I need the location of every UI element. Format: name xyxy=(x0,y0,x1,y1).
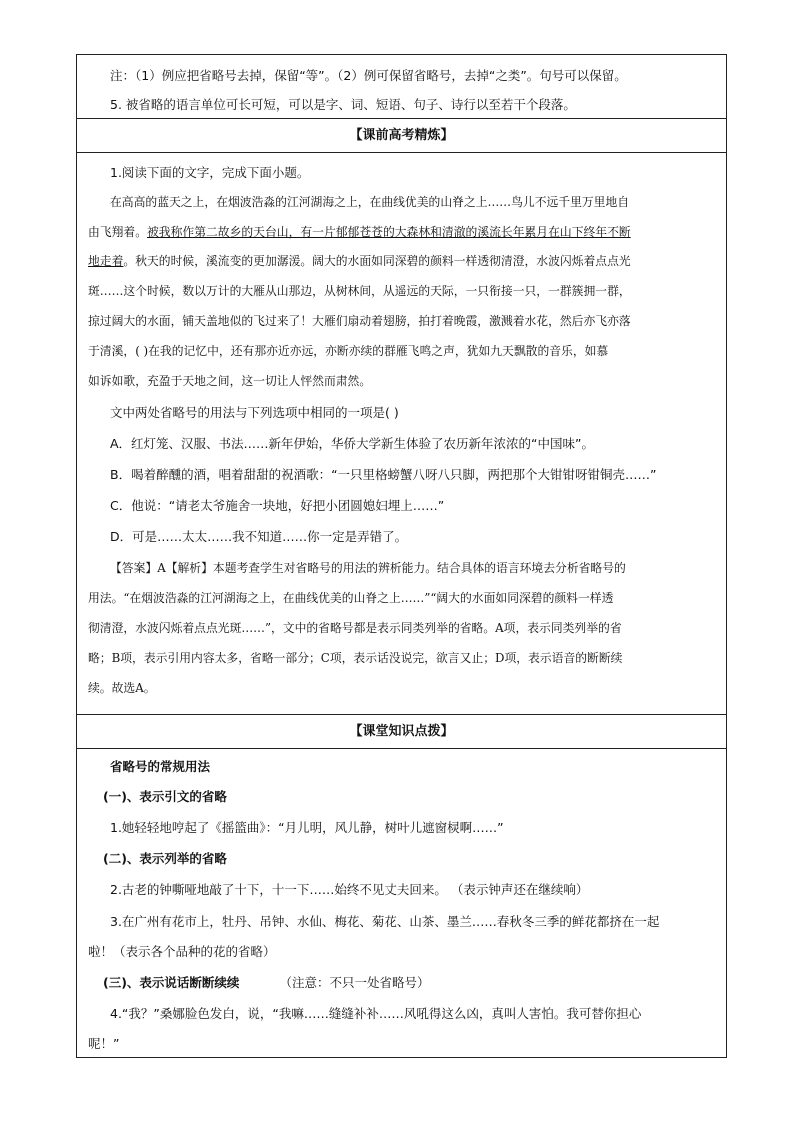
notes-row xyxy=(77,55,726,119)
example-1: 1.她轻轻地哼起了《摇篮曲》：“月儿明，风儿静，树叶儿遮窗棂啊……” xyxy=(110,820,504,835)
answer-line: 彻清澄，水波闪烁着点点光斑……”，文中的省略号都是表示同类列举的省略。A项，表示同类列举的省 xyxy=(88,621,622,635)
subheading-3: (三)、表示说话断断续续 xyxy=(103,975,240,990)
passage-line: 于清溪，( )在我的记忆中，还有那亦近亦远，亦断亦续的群雁飞鸣之声，犹如九天飘散的音乐，如慕 xyxy=(88,344,609,358)
knowledge-title: 省略号的常规用法 xyxy=(110,759,211,774)
content-table xyxy=(76,54,727,1058)
passage-line: 斑……这个时候，数以万计的大雁从山那边，从树林间，从遥远的天际，一只衔接一只，一群簇拥一群， xyxy=(88,284,631,298)
passage-line: 掠过阔大的水面，铺天盖地似的飞过来了！大雁们扇动着翅膀，拍打着晚霞，激溅着水花，然后亦飞亦落 xyxy=(88,314,631,328)
underlined-sentence: 被我称作第二故乡的天台山，有一片郁郁苍苍的大森林和清澈的溪流长年累月在山下终年不断 xyxy=(147,225,631,239)
point5-text: 5. 被省略的语言单位可长可短，可以是字、词、短语、句子、诗行以至若干个段落。 xyxy=(110,97,576,112)
subheading-1: (一)、表示引文的省略 xyxy=(103,789,227,804)
section2-header xyxy=(77,715,726,749)
example-4: 4.“我？”桑娜脸色发白，说，“我嘛……缝缝补补……风吼得这么凶，真叫人害怕。我可替你担心 xyxy=(110,1006,642,1021)
answer-line: 【答案】A【解析】本题考查学生对省略号的用法的辨析能力。结合具体的语言环境去分析省略号的 xyxy=(110,561,626,575)
answer-line: 略；B项，表示引用内容太多，省略一部分；C项，表示话没说完，欲言又止；D项，表示语音的断断续 xyxy=(88,651,623,665)
answer-label: 【答案】A【解析】 xyxy=(110,561,213,575)
option-d: D．可是……太太……我不知道……你一定是弄错了。 xyxy=(110,529,408,544)
subheading-3-line xyxy=(103,973,429,991)
passage-line: 在高高的蓝天之上，在烟波浩淼的江河湖海之上，在曲线优美的山脊之上……鸟儿不远千里万里地自 xyxy=(110,195,630,209)
passage-line: 如诉如歌，充盈于天地之间，这一切让人怦然而肃然。 xyxy=(88,374,372,388)
subheading-2: (二)、表示列举的省略 xyxy=(103,851,227,866)
example-3-cont: 啦！（表示各个品种的花的省略） xyxy=(88,944,276,959)
passage-line: 由飞翔着。被我称作第二故乡的天台山，有一片郁郁苍苍的大森林和清澈的溪流长年累月在山下终年不断 xyxy=(88,225,631,239)
knowledge-row xyxy=(77,749,726,1057)
question: 文中两处省略号的用法与下列选项中相同的一项是( ) xyxy=(110,405,399,420)
option-a: A．红灯笼、汉服、书法……新年伊始，华侨大学新生体验了农历新年浓浓的“中国味”。 xyxy=(110,436,595,451)
note-text: 注：（1）例应把省略号去掉，保留“等”。（2）例可保留省略号，去掉“之类”。句号可以保留。 xyxy=(110,68,627,83)
passage-line: 地走着。秋天的时候，溪流变的更加潺湲。阔大的水面如同深碧的颜料一样透彻清澄，水波闪烁着点点光 xyxy=(88,254,631,268)
example-2: 2.古老的钟嘶哑地敲了十下，十一下……始终不见丈夫回来。 （表示钟声还在继续响） xyxy=(110,882,589,897)
section1-header xyxy=(77,119,726,153)
section2-header-text: 【课堂知识点拨】 xyxy=(349,724,454,739)
example-4-cont: 呢！” xyxy=(88,1036,120,1051)
instruction: 1.阅读下面的文字，完成下面小题。 xyxy=(110,165,310,180)
underlined-sentence-end: 地走着 xyxy=(88,254,124,268)
example-3: 3.在广州有花市上，牡丹、吊钟、水仙、梅花、菊花、山茶、墨兰……春秋冬三季的鲜花都挤在一起 xyxy=(110,914,660,929)
subheading-3-note: （注意：不只一处省略号） xyxy=(279,975,430,990)
option-c: C．他说：“请老太爷施舍一块地，好把小团圆媳妇埋上……” xyxy=(110,498,445,513)
answer-line: 用法。“在烟波浩淼的江河湖海之上，在曲线优美的山脊之上……”“阔大的水面如同深碧的颜料一样透 xyxy=(88,591,614,605)
section1-header-text: 【课前高考精炼】 xyxy=(349,128,454,143)
option-b: B．喝着醉醺的酒，唱着甜甜的祝酒歌：“一只里格螃蟹八呀八只脚，两把那个大钳钳呀钳铜壳……” xyxy=(110,467,657,482)
answer-line: 续。故选A。 xyxy=(88,681,156,695)
exercise-row xyxy=(77,153,726,715)
